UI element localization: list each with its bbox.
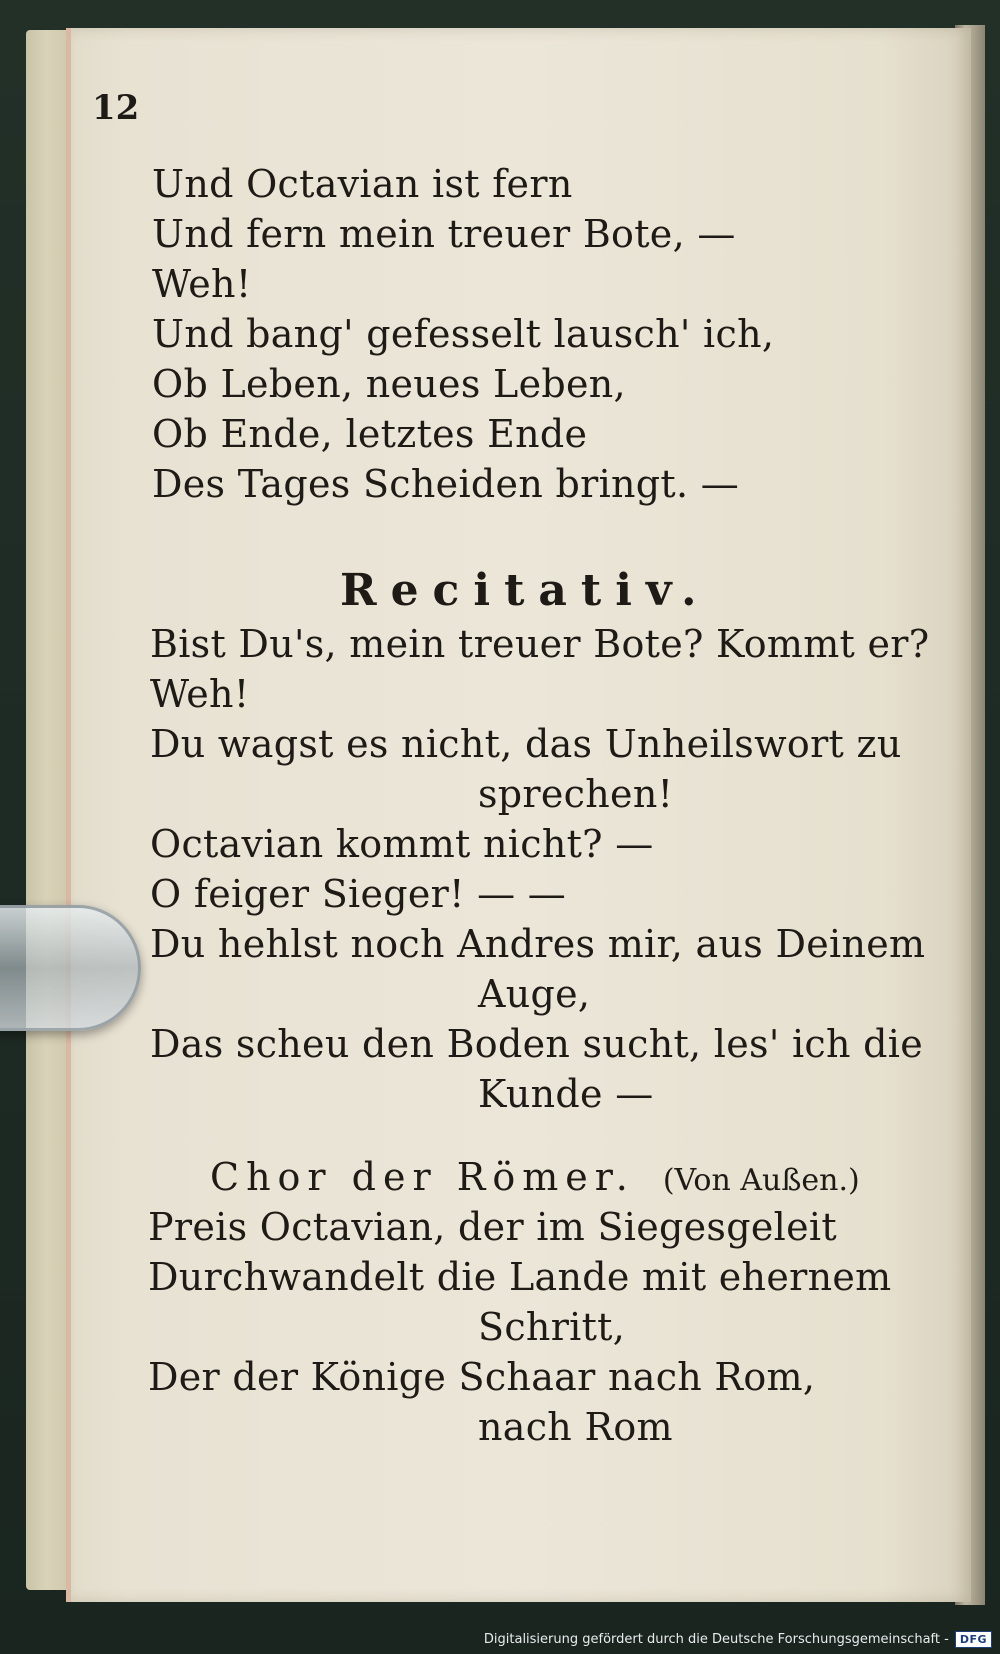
verse-line-continuation: Auge, [478,972,591,1016]
verse-line: Das scheu den Boden sucht, les' ich die [150,1022,924,1066]
verse-line: Du wagst es nicht, das Unheilswort zu [150,722,902,766]
verse-line: Durchwandelt die Lande mit ehernem [148,1255,892,1299]
verse-line: Octavian kommt nicht? — [150,822,654,866]
verse-line-continuation: sprechen! [478,772,674,816]
chorus-heading [210,1155,860,1199]
footer-text: Digitalisierung gefördert durch die Deutsche Forschungsgemeinschaft - [483,1631,949,1647]
glass-page-clip [0,905,141,1031]
verse-line: Und Octavian ist fern [152,162,573,206]
chorus-title: Chor der Römer. [210,1155,635,1199]
verse-line: Weh! [150,672,250,716]
verse-line: Preis Octavian, der im Siegesgeleit [148,1205,837,1249]
verse-line: Ob Ende, letztes Ende [152,412,588,456]
stage-direction: (Von Außen.) [662,1163,860,1198]
verse-line: Und fern mein treuer Bote, — [152,212,736,256]
verse-line: Der der Könige Schaar nach Rom, [148,1355,816,1399]
verse-line-continuation: Schritt, [478,1305,626,1349]
verse-line: Des Tages Scheiden bringt. — [152,462,740,506]
verse-line-continuation: nach Rom [478,1405,673,1449]
section-heading: Recitativ. [340,565,711,616]
digitization-footer [484,1628,992,1650]
page-number: 12 [92,88,140,128]
verse-line-continuation: Kunde — [478,1072,654,1116]
verse-line: Bist Du's, mein treuer Bote? Kommt er? [150,622,930,666]
verse-line: Weh! [152,262,252,306]
verse-line: Du hehlst noch Andres mir, aus Deinem [150,922,926,966]
verse-line: O feiger Sieger! — — [150,872,567,916]
dfg-logo: DFG [955,1631,992,1648]
verse-line: Ob Leben, neues Leben, [152,362,626,406]
verse-line: Und bang' gefesselt lausch' ich, [152,312,775,356]
